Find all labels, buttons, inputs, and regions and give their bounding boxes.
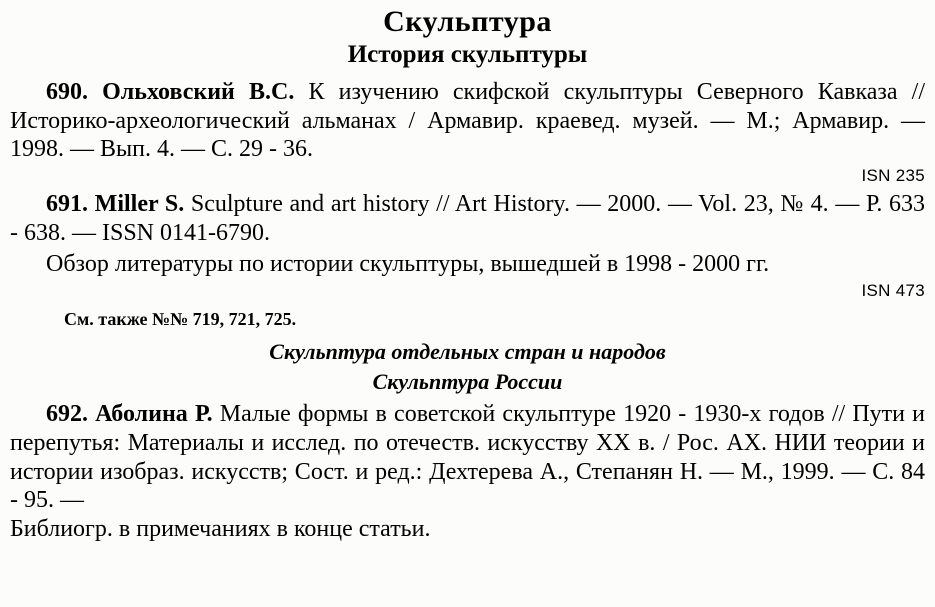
bibliography-entry [10, 78, 925, 164]
subsection-heading-russia: Скульптура России [372, 368, 563, 394]
entry-isn: ISN 473 [861, 280, 925, 300]
bibliography-entry [10, 190, 925, 248]
entry-number: 692. [46, 400, 88, 427]
bibliography-entry [10, 400, 925, 515]
entry-author: Miller S. [94, 191, 185, 218]
entry-author: Ольховский В.С. [102, 78, 295, 105]
entry-isn: ISN 235 [861, 166, 925, 186]
entry-text: К изучению скифской скульптуры Северного Кавказа // Историко-археологический альманах / Армавир. краевед. музей. — М.; Армавир. — 1998. — Вып. 4. — С. 29 - 36. [10, 78, 926, 163]
subsection-heading-countries: Скульптура отдельных стран и народов [269, 338, 666, 364]
entry-annotation: Обзор литературы по истории скульптуры, вышедшей в 1998 - 2000 гг. [46, 250, 770, 277]
entry-number: 690. [46, 78, 88, 105]
entry-number: 691. [46, 191, 88, 218]
see-also-note: См. также №№ 719, 721, 725. [64, 308, 297, 329]
entry-annotation: Библиогр. в примечаниях в конце статьи. [10, 516, 431, 543]
entry-text: Малые формы в советской скульптуре 1920 - 1930-х годов // Пути и перепутья: Материалы и исслед. по отечеств. искусству XX в. / Рос. АХ. НИИ теории и истории изобраз. искусств; Сост. и ред.: Дехтерева А., Степанян Н. — М., 1999. — С. 84 - 95. — [10, 400, 926, 514]
page-title: Скульптура [383, 5, 552, 38]
entry-author: Аболина Р. [95, 400, 213, 427]
entry-text: Sculpture and art history // Art History. — 2000. — Vol. 23, № 4. — Р. 633 - 638. — ISSN 0141-6790. [10, 191, 926, 246]
section-subtitle: История скульптуры [347, 40, 588, 68]
